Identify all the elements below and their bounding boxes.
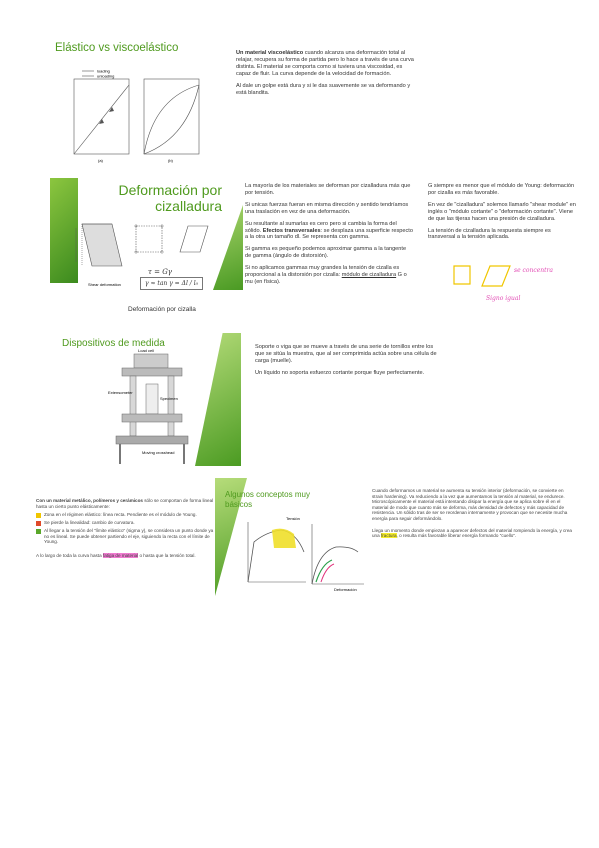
slide3-p1: Soporte o viga que se mueve a través de una serie de tornillos entre los que se sitúa la muestra, que al ser comprimida actúa sobre una célula de carga (muelle). (255, 344, 437, 364)
eq2: γ ≈ tan γ = Δl / l₀ (145, 280, 199, 287)
slide1-p1-bold: Un material viscoelástico (236, 50, 304, 56)
graph-label-tension: Tensión (286, 516, 300, 521)
list-item: Se pierde la linealidad: cambio de curvatura. (36, 520, 214, 526)
slide4-left-p1-bold: Con un material metálico, polímeros y cerámicos (36, 498, 143, 503)
slide2-col2 (428, 183, 578, 246)
slide2-col1-p3-bold: Efectos transversales (262, 227, 321, 234)
slide2-col2-p2: En vez de "cizalladura" solemos llamarlo "shear module" en inglés o "módulo cortante" o "deformación cortante". Viene de que las tijeras hacen una presión de cizalladura. (428, 201, 576, 222)
slide2-col1: La mayoría de los materiales se deforman por cizalladura más que por tensión. Si unicas fuerzas fueran en misma dirección y sentido tendríamos una traslación en vez de una deformación. Su resultante al sumarlas es cero pero si cambia la forma del sólido. Efectos transversales: se desplaza una superficie respecto a la otra un tamaño dl. Se representa con gamma. Si gamma es pequeño podemos aproximar gamma a la tangente de gamma (ángulo de distorsión). Si no aplicamos gammas muy grandes la tensión de cizalla es proporcional a la distorsión por cizalla: módulo de cizalladura G o mu (en física). (245, 183, 413, 285)
legend-loading: loading (97, 68, 110, 74)
slide2-col2-p1: G siempre es menor que el módulo de Young: deformación por cizalla es más favorable. (428, 183, 575, 196)
slide4-left-text: Con un material metálico, polímeros y cerámicos sólo se comportan de forma lineal hasta un cierto punto elásticamente: Zona en el régimen elástico: línea recta. Pendiente es el módulo de Young. Se pierde la linealidad: cambio de curvatura. Al llegar a la tensión del "límite elástico" (sigma y), se considera un punto donde ya no es lineal. Se puede obtener partiendo el eje, siguiendo la recta con el límite de Young. A lo largo de toda la curva hasta fatiga de material o hasta que la tensión total. (36, 498, 214, 558)
slide2-col2-p3: La tensión de cizalladura la respuesta siempre es transversal a la tensión aplicada. (428, 227, 551, 241)
slide1-text (236, 50, 416, 101)
slide4-center-title: Algunos conceptos muy básicos (225, 490, 310, 509)
slide2-col1-p4: Si gamma es pequeño podemos aproximar gamma a la tangente de gamma (ángulo de distorsión). (245, 246, 407, 260)
slide4-right-text: Cuando deformamos un material se aumenta su tensión interior (deformación, se convierte en strain hardening). Va reduciendo a la vez que aumentamos la tensión al material, se endurece. Microscópicamente el material está intentando disipar la energía que se aplica sobre él en el material de modo que cuanto más se deforma, más densidad de defectos y más capacidad de resistencia. Un sólido tras de ser se reordenan internamente y provocan que se necesite mucha energía para seguir deformándolo. Llega un momento donde empiezan a aparecer defectos del material rompiendo la energía, y crea una fractura, o resulta más favorable liberar energía formando "cuello". (372, 488, 572, 539)
shear-label: Shear deformation (88, 282, 121, 287)
handwritten-note-2: Signo igual (486, 295, 521, 302)
slide2-col1-p5-underline: módulo de cizalladura (341, 272, 397, 279)
slide2-caption: Deformación por cizalla (128, 306, 196, 313)
slide2-title (92, 182, 222, 214)
fig-specimen: Specimen (160, 396, 178, 401)
legend-unloading: unloading (97, 73, 115, 79)
slide2-col1-p1: La mayoría de los materiales se deforman por cizalladura más que por tensión. (245, 183, 411, 196)
slide3-machine-figure (108, 348, 202, 470)
slide4-stress-graph (236, 512, 371, 592)
slide1-p2: Al dale un golpe está dura y si le das suavemente se va deformando y está blandita. (236, 82, 411, 96)
eq2-box (140, 277, 203, 290)
fig-label-a: (a) (98, 158, 103, 163)
slide2-col1-p2: Si unicas fuerzas fueran en misma dirección y sentido tendríamos una traslación en vez de una deformación. (245, 201, 409, 215)
graph-label-deformacion: Deformación (334, 587, 357, 592)
slide2-title-line2: cizalladura (155, 198, 222, 214)
fig-extensometer: Extensometer (108, 390, 133, 395)
slide1-figure (62, 63, 222, 168)
list-item: Al llegar a la tensión del "límite elástico" (sigma y), se considera un punto donde ya no es lineal. Se puede obtener partiendo el eje, siguiendo la recta con el límite de Young. (36, 528, 214, 545)
eq1: τ = Gγ (148, 268, 172, 276)
slide2-handwritten-sketch (448, 256, 558, 306)
fig-label-b: (b) (168, 158, 173, 163)
list-item: Zona en el régimen elástico: línea recta. Pendiente es el módulo de Young. (36, 512, 214, 518)
highlight-fractura: fractura (380, 533, 397, 539)
slide4-right-p1: Cuando deformamos un material se aumenta su tensión interior (deformación, se convierte en strain hardening). Va reduciendo a la vez que aumentamos la tensión al material, se endurece. Microscópicamente el material está intentando disipar la energía que se aplica sobre él en el material de modo que cuanto más se deforma, más densidad de defectos y más capacidad de resistencia. Un sólido tras de ser se reordenan internamente y provocan que se necesite mucha energía para seguir deformándolo. (372, 488, 568, 521)
handwritten-note-1: se concentra (514, 267, 554, 274)
slide3-p2: Un líquido no soporta esfuerzo cortante porque fluye perfectamente. (255, 369, 425, 376)
slide2-title-line1: Deformación por (118, 182, 222, 198)
slide1-p1: cuando alcanza una deformación total al relajar, recupera su forma de partida pero lo hace a través de una curva distinta. El material se comporta como si tuviera una viscosidad, es capaz de fluir. La curva depende de la velocidad de formación. (236, 50, 414, 77)
fig-crosshead: Moving crosshead (142, 450, 175, 455)
slide1-title: Elástico vs viscoelástico (55, 42, 179, 54)
highlight-fatiga: fatiga de material (102, 552, 139, 558)
slide3-text (255, 344, 440, 382)
fig-load-cell: Load cell (138, 348, 155, 353)
slide3-title: Dispositivos de medida (62, 338, 165, 349)
slide4-list (36, 512, 214, 545)
